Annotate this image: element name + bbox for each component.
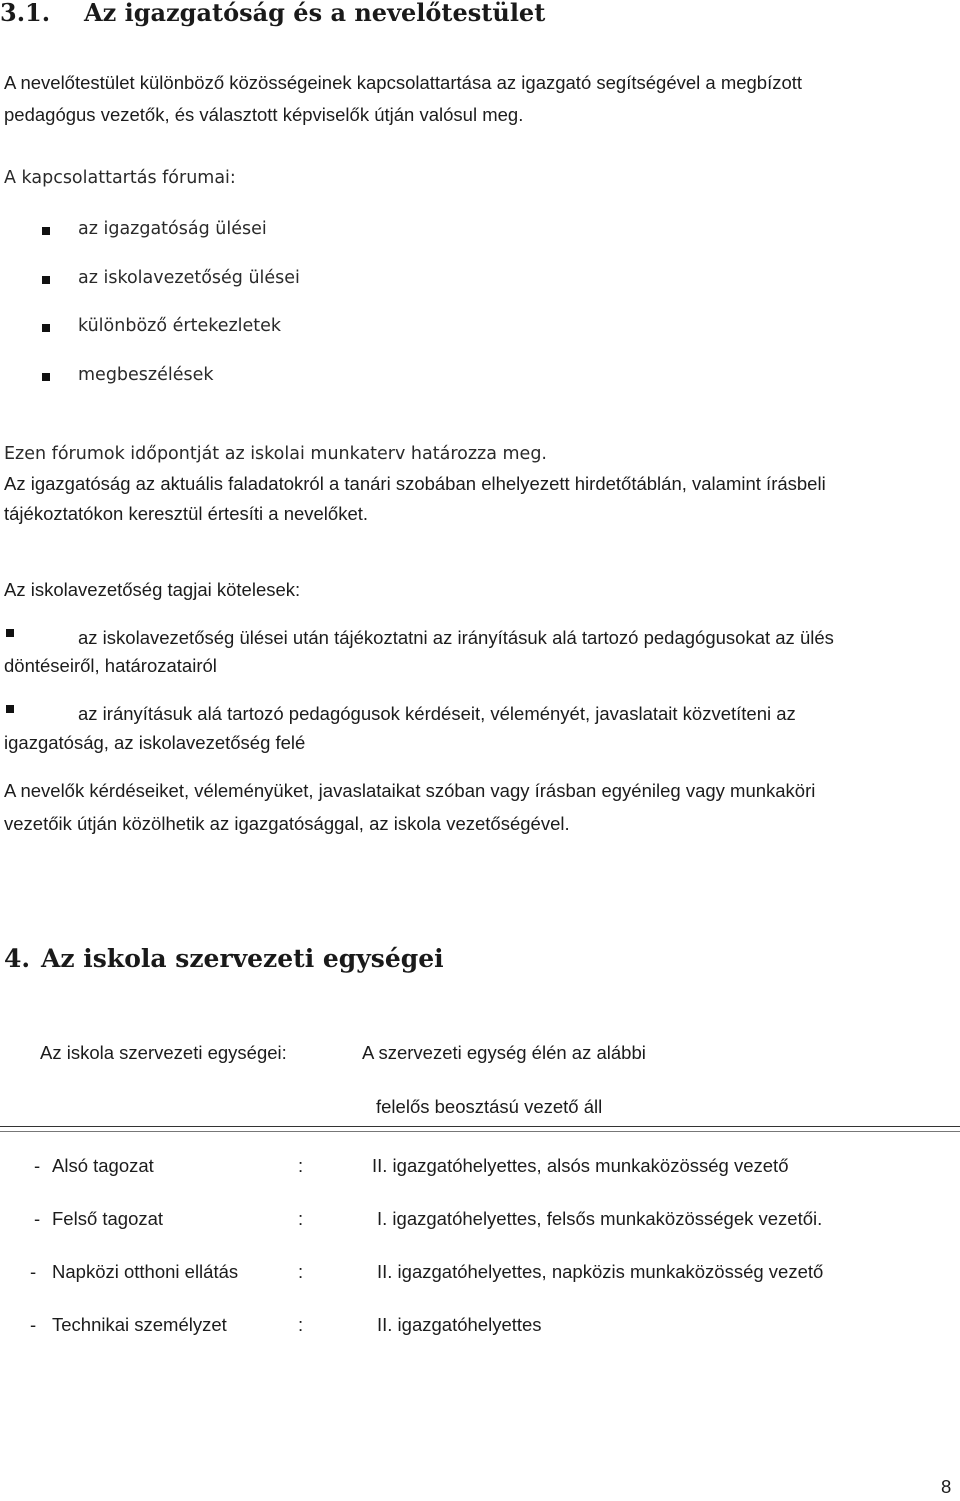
row-separator: : bbox=[298, 1155, 304, 1176]
row-dash: - bbox=[34, 1208, 41, 1229]
section-heading-4 bbox=[4, 944, 444, 973]
intro-line-1: A nevelőtestület különböző közösségeinek kapcsolattartása az igazgató segítségével a megbízott bbox=[4, 72, 803, 93]
page-number: 8 bbox=[941, 1476, 952, 1497]
row-leader: II. igazgatóhelyettes bbox=[377, 1314, 542, 1335]
bullet-icon bbox=[6, 629, 14, 637]
row-unit: Alsó tagozat bbox=[52, 1155, 154, 1176]
section-title: Az igazgatóság és a nevelőtestület bbox=[84, 0, 546, 27]
row-leader: I. igazgatóhelyettes, felsős munkaközösségek vezetői. bbox=[377, 1208, 823, 1229]
intro-line-2: pedagógus vezetők, és választott képviselők útján valósul meg. bbox=[4, 104, 524, 125]
bullet-icon bbox=[42, 324, 50, 332]
table-divider bbox=[0, 1126, 960, 1127]
forum-item: különböző értekezletek bbox=[78, 316, 282, 336]
bullet-icon bbox=[42, 227, 50, 235]
row-unit: Technikai személyzet bbox=[52, 1314, 227, 1335]
section-number: 4. bbox=[4, 944, 31, 973]
forum-item: az iskolavezetőség ülései bbox=[78, 268, 300, 288]
duties-label: Az iskolavezetőség tagjai kötelesek: bbox=[4, 579, 301, 600]
forum-item: megbeszélések bbox=[78, 365, 214, 385]
bullet-icon bbox=[6, 705, 14, 713]
row-dash: - bbox=[30, 1261, 37, 1282]
row-separator: : bbox=[298, 1208, 304, 1229]
row-dash: - bbox=[34, 1155, 41, 1176]
duty-line-2: döntéseiről, határozatairól bbox=[4, 655, 217, 676]
table-header-right-2: felelős beosztású vezető áll bbox=[376, 1096, 603, 1117]
forums-label: A kapcsolattartás fórumai: bbox=[4, 168, 236, 188]
info-line-2: tájékoztatókon keresztül értesíti a nevelőket. bbox=[4, 503, 369, 524]
bullet-icon bbox=[42, 276, 50, 284]
row-leader: II. igazgatóhelyettes, alsós munkaközösség vezető bbox=[372, 1155, 789, 1176]
row-separator: : bbox=[298, 1314, 304, 1335]
row-leader: II. igazgatóhelyettes, napközis munkaközösség vezető bbox=[377, 1261, 824, 1282]
info-line-1: Az igazgatóság az aktuális faladatokról a tanári szobában elhelyezett hirdetőtáblán, valamint írásbeli bbox=[4, 473, 826, 494]
table-header-right-1: A szervezeti egység élén az alábbi bbox=[362, 1042, 646, 1063]
duty-line-2: igazgatóság, az iskolavezetőség felé bbox=[4, 732, 306, 753]
schedule-text: Ezen fórumok időpontját az iskolai munkaterv határozza meg. bbox=[4, 444, 547, 464]
section-number: 3.1. bbox=[0, 0, 51, 27]
duty-line-1: az irányításuk alá tartozó pedagógusok kérdéseit, véleményét, javaslatait közvetíteni az bbox=[78, 703, 796, 724]
row-unit: Napközi otthoni ellátás bbox=[52, 1261, 239, 1282]
closing-line-1: A nevelők kérdéseiket, véleményüket, javaslataikat szóban vagy írásban egyénileg vagy munkaköri bbox=[4, 780, 816, 801]
section-title: Az iskola szervezeti egységei bbox=[41, 944, 444, 973]
bullet-icon bbox=[42, 373, 50, 381]
section-heading-3-1 bbox=[0, 0, 545, 27]
closing-line-2: vezetőik útján közölhetik az igazgatósággal, az iskola vezetőségével. bbox=[4, 813, 570, 834]
table-divider bbox=[0, 1131, 960, 1132]
row-separator: : bbox=[298, 1261, 304, 1282]
duty-line-1: az iskolavezetőség ülései után tájékoztatni az irányításuk alá tartozó pedagógusokat az ülés bbox=[78, 627, 834, 648]
table-header-left: Az iskola szervezeti egységei: bbox=[40, 1042, 287, 1063]
row-dash: - bbox=[30, 1314, 37, 1335]
forum-item: az igazgatóság ülései bbox=[78, 219, 267, 239]
row-unit: Felső tagozat bbox=[52, 1208, 164, 1229]
